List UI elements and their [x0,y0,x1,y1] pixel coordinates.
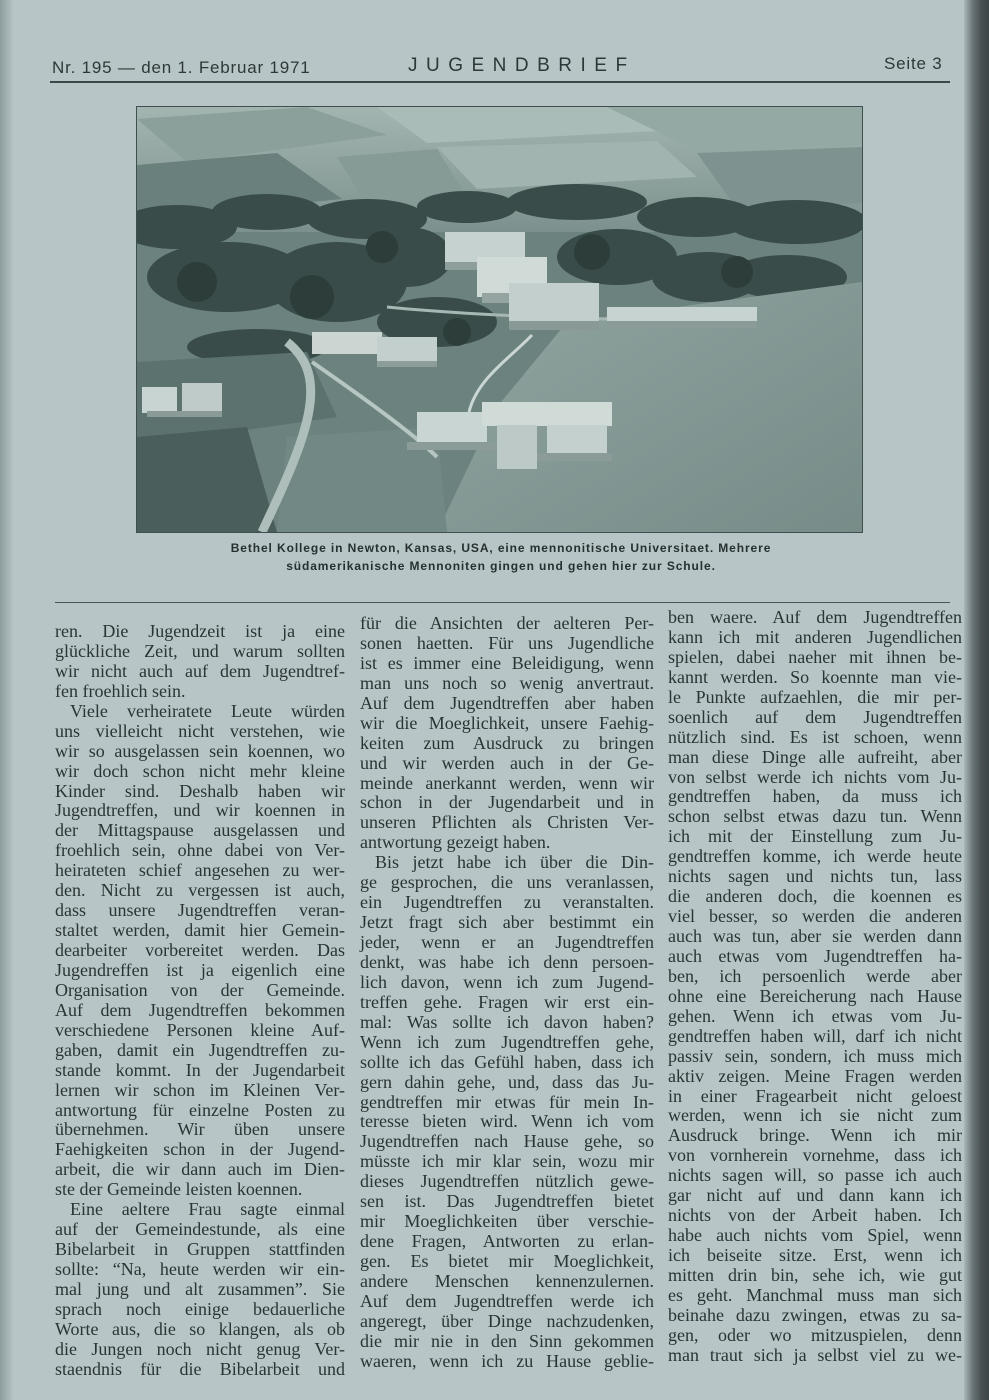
issue-date: Nr. 195 — den 1. Februar 1971 [52,58,311,77]
campus-aerial-photo-image [137,107,862,532]
text-line: gar nicht auf und dann kann ich [668,1185,962,1206]
text-line: Auf dem Jugendtreffen werde ich [360,1290,654,1311]
text-line: der Mittagspause ausgelassen und [55,820,345,841]
text-line: keiten zum Ausdruck zu bringen [360,732,654,753]
text-line: Bibelarbeit in Gruppen stattfinden [55,1239,345,1260]
text-line: nützlich sind. Es ist schoen, wenn [668,726,962,747]
text-line: lich davon, wenn ich zum Jugend- [360,971,654,992]
text-line: auf der Gemeindestunde, als eine [55,1219,345,1240]
text-line: meinde anerkannt werden, wenn wir [360,772,654,793]
text-line: für die Ansichten der aelteren Per- [360,613,654,633]
text-line: übernehmen. Wir üben unsere [55,1119,345,1140]
text-line: wir die Moeglichkeit, unsere Faehig- [360,712,654,733]
text-line: gendtreffen haben, da muss ich [668,786,962,807]
text-line: mal jung und alt zusammen”. Sie [55,1278,345,1299]
text-line: sen ist. Das Jugendtreffen bietet [360,1191,654,1212]
text-line: schon selbst etwas dazu tun. Wenn [668,806,962,827]
text-line: Ausdruck bringe. Wenn ich mir [668,1125,962,1146]
text-line: den. Nicht zu vergessen ist auch, [55,880,345,901]
text-line: aktiv zeigen. Meine Fragen werden [668,1065,962,1086]
text-line: Bis jetzt habe ich über die Din- [375,852,654,873]
text-line: kannt werden. So koennte man vie- [668,666,962,687]
text-line: müsste ich mir klar sein, wozu mir [360,1151,654,1172]
text-line: glückliche Zeit, und warum sollten [55,640,345,661]
text-line: und wir werden auch in der Ge- [360,752,654,773]
header-rule [50,81,950,83]
text-line: die mir nie in den Sinn gekommen [360,1330,654,1351]
text-line: arbeit, die wir dann auch im Dien- [55,1159,345,1180]
text-line: teresse bieten wird. Wenn ich vom [360,1111,654,1132]
text-line: in einer Fragearbeit nicht geloest [668,1085,962,1106]
text-line: kann ich mit anderen Jugendlichen [668,626,962,647]
text-line: Organisation von der Gemeinde. [55,979,345,1000]
text-line: andere Menschen kennenzulernen. [360,1270,654,1291]
text-line: mir Moeglichkeiten über verschie- [360,1211,654,1232]
text-line: staltet werden, damit hier Gemein- [55,920,345,941]
text-line: Kinder sind. Deshalb haben wir [55,780,345,801]
text-line: Auf dem Jugendtreffen bekommen [55,999,345,1020]
text-line: Eine aeltere Frau sagte einmal [70,1199,345,1220]
text-line: die Jungen noch nicht genug Ver- [55,1338,345,1359]
photo-caption-line-2: südamerikanische Mennoniten gingen und gehen hier zur Schule. [286,559,716,573]
text-line: froehlich sein, ohne dabei von Ver- [55,840,345,861]
text-line: Jetzt fragt sich aber bestimmt ein [360,912,654,933]
text-line: auch was tun, aber sie werden dann [668,926,962,946]
text-line: man diese Dinge alle aufreiht, aber [668,746,962,767]
text-line: jeder, wenn er an Jugendtreffen [360,932,654,952]
photo-caption-line-1: Bethel Kollege in Newton, Kansas, USA, eine mennonitische Universitaet. Mehrere [230,541,772,555]
text-line: mitten drin bin, sehe ich, wie gut [668,1264,962,1285]
text-line: ste der Gemeinde leisten koennen. [55,1179,303,1200]
text-line: nichts sagen will, so passe ich auch [668,1165,962,1186]
text-line: fen froehlich sein. [55,680,186,701]
text-line: gendtreffen mir etwas für mein In- [360,1091,654,1112]
text-line: angeregt, über Dinge nachzudenken, [360,1310,654,1331]
text-line: gendtreffen komme, ich werde heute [668,846,962,867]
text-line: le Punkte aufzaehlen, die mir per- [668,686,962,707]
text-line: antwortung für einzelne Posten zu [55,1099,345,1120]
text-line: schon in der Jugendarbeit und in [360,792,654,813]
text-line: soenlich auf dem Jugendtreffen [668,706,962,727]
text-column-2 [360,614,654,1372]
text-line: von selbst werde ich nichts vom Ju- [668,766,962,787]
text-line: es geht. Manchmal muss man sich [668,1284,962,1305]
text-line: gen, oder wo mitzuspielen, denn [668,1324,962,1345]
text-line: antwortung gezeigt haben. [360,832,551,853]
text-line: dass unsere Jugendtreffen veran- [55,900,345,921]
text-line: Faehigkeiten schon in der Jugend- [55,1139,345,1160]
text-line: sollte: “Na, heute werden wir ein- [55,1259,345,1279]
text-line: uns vielleicht nicht verstehen, wie [55,720,345,741]
campus-aerial-photo [137,107,862,532]
section-rule [55,602,950,603]
text-line: dene Fragen, Antworten zu erlan- [360,1231,654,1252]
text-line: wir so ausgelassen sein koennen, wo [55,740,345,761]
page-edge-shadow-right [964,0,989,1400]
page-number: Seite 3 [884,54,943,73]
text-line: sprach noch einige bedauerliche [55,1298,345,1319]
text-line: ben, ich persoenlich werde aber [668,965,962,986]
text-line: Jugendtreffen, und wir koennen in [55,800,345,821]
text-line: gern dahin gehe, und, dass das Ju- [360,1071,654,1092]
text-line: unseren Pflichten als Christen Ver- [360,812,654,833]
text-line: wir doch schon nicht mehr kleine [55,760,345,781]
text-line: viel besser, so werden die anderen [668,906,962,927]
text-line: denkt, was habe ich denn persoen- [360,951,654,972]
text-line: ist es immer eine Beleidigung, wenn [360,652,654,673]
text-line: habe auch nichts vom Spiel, wenn [668,1225,962,1246]
text-line: sonen haetten. Für uns Jugendliche [360,632,654,653]
text-line: Wenn ich zum Jugendtreffen gehe, [360,1031,654,1052]
text-line: passiv sein, sondern, ich muss mich [668,1045,962,1066]
text-line: sollte ich das Gefühl haben, dass ich [360,1051,654,1072]
text-column-1 [55,622,345,1380]
text-line: Viele verheiratete Leute würden [70,700,345,721]
text-line: heirateten schief angesehen zu wer- [55,860,345,881]
text-line: gen. Es bietet mir Moeglichkeit, [360,1251,654,1271]
text-line: nichts sagen und nichts tun, lass [668,866,962,887]
text-line: verschiedene Personen kleine Auf- [55,1019,345,1040]
text-line: spielen, dabei naeher mit ihnen be- [668,646,962,667]
text-line: gendtreffen haben will, darf ich nicht [668,1025,962,1046]
text-column-3 [668,608,962,1366]
text-line: ge gesprochen, die uns veranlassen, [360,872,654,893]
text-line: ohne eine Bereicherung nach Hause [668,985,962,1006]
text-line: treffen gehe. Fragen wir erst ein- [360,991,654,1012]
text-line: dieses Jugendtreffen nützlich gewe- [360,1171,654,1192]
text-line: ein Jugendtreffen zu veranstalten. [360,892,654,913]
text-line: die anderen doch, die koennen es [668,886,962,907]
text-line: staendnis für die Bibelarbeit und [55,1358,345,1379]
newsletter-title: JUGENDBRIEF [408,55,636,76]
text-line: von vornherein vornehme, dass ich [668,1145,962,1166]
text-line: ich mit der Einstellung zum Ju- [668,826,962,847]
page-edge-shadow-left [0,0,14,1400]
text-line: stande kommt. In der Jugendarbeit [55,1059,345,1080]
text-line: wir nicht auch auf dem Jugendtref- [55,660,345,681]
text-line: nichts von der Arbeit haben. Ich [668,1205,962,1226]
text-line: werden, wenn ich sie nicht zum [668,1105,962,1126]
text-line: man uns noch so wenig anvertraut. [360,672,654,693]
text-line: beinahe dazu zwingen, etwas zu sa- [668,1304,962,1325]
text-line: gehen. Wenn ich etwas vom Ju- [668,1005,962,1026]
text-line: lernen wir schon im Kleinen Ver- [55,1079,345,1100]
text-line: auch etwas vom Jugendtreffen ha- [668,945,962,966]
text-line: waeren, wenn ich zu Hause geblie- [360,1350,654,1371]
text-line: ben waere. Auf dem Jugendtreffen [668,607,962,627]
text-line: ich beiseite sitze. Erst, wenn ich [668,1245,962,1265]
text-line: ren. Die Jugendzeit ist ja eine [55,621,345,641]
text-line: mal: Was sollte ich davon haben? [360,1011,654,1032]
text-line: Worte aus, die so klangen, als ob [55,1318,345,1339]
text-line: Auf dem Jugendtreffen aber haben [360,692,654,713]
text-line: dearbeiter vorbereitet werden. Das [55,940,345,960]
text-line: Jugendtreffen nach Hause gehe, so [360,1131,654,1152]
text-line: man traut sich ja selbst viel zu we- [668,1344,962,1365]
text-line: Jugendreffen ist ja eigenlich eine [55,959,345,980]
text-line: gaben, damit ein Jugendtreffen zu- [55,1039,345,1060]
